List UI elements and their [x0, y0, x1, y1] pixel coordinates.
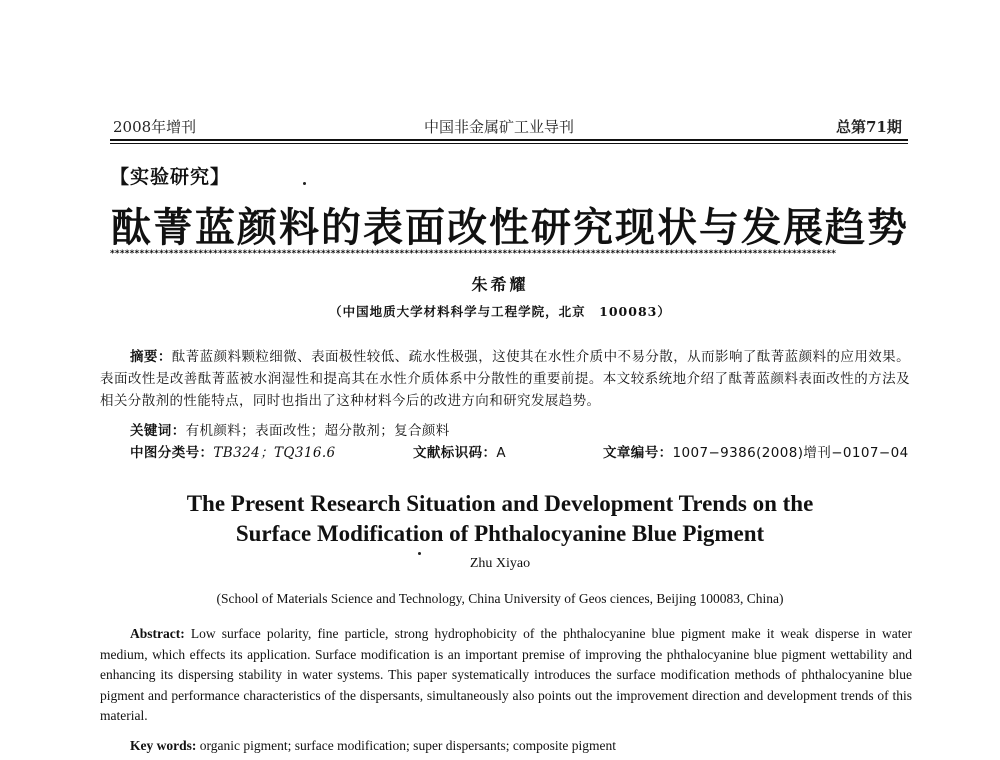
en-abstract-text: Low surface polarity, fine particle, strong hydrophobicity of the phthalocyanine blue pigment make it weak disperse in water medium, which effects its application. Surface modification is an important premise of improving the phthalocyanine blue pigment wettability and enhancing its dispersing stability in water systems. This paper systematically introduces the surface modification methods of phthalocyanine blue pigment and performance characteristics of the dispersants, simultaneously also points out the improvement direction and development trends of this material. [100, 626, 913, 723]
cn-keywords-text: 有机颜料；表面改性；超分散剂；复合颜料 [185, 423, 450, 439]
cn-keywords [130, 420, 450, 442]
cn-author: 朱希耀 [471, 275, 529, 294]
star-divider: **************************************************************************************************************************************************** [110, 249, 837, 259]
cn-class-value: TB324；TQ316.6 [213, 445, 336, 461]
en-title-line-2: Surface Modification of Phthalocyanine Blue Pigment [235, 521, 765, 546]
en-abstract-label: Abstract: [130, 626, 185, 641]
section-tag: 【实验研究】 [110, 166, 231, 188]
cn-abstract-text: 酞菁蓝颜料颗粒细微、表面极性较低、疏水性极强，这使其在水性介质中不易分散，从而影响了酞菁蓝颜料的应用效果。表面改性是改善酞菁蓝被水润湿性和提高其在水性介质体系中分散性的重要前提。本文较系统地介绍了酞菁蓝颜料表面改性的方法及相关分散剂的性能特点，同时也指出了这种材料今后的改进方向和研究发展趋势。 [100, 349, 911, 409]
running-header-issue: 2008年增刊 [113, 118, 197, 136]
en-title-line-1: The Present Research Situation and Development Trends on the [186, 491, 814, 516]
cn-article-label: 文章编号： [603, 445, 673, 461]
cn-title: 酞菁蓝颜料的表面改性研究现状与发展趋势 [111, 205, 909, 251]
header-rule-thick [110, 139, 908, 141]
cn-doc-label: 文献标识码： [413, 445, 497, 461]
scan-speck [303, 182, 306, 185]
header-rule-thin [110, 143, 908, 144]
en-title [0, 489, 1000, 549]
cn-doc-value: A [496, 445, 507, 461]
running-header-volume: 总第71期 [836, 118, 902, 136]
en-affiliation: (School of Materials Science and Technology, China University of Geos ciences, Beijing 100083, China) [216, 591, 784, 606]
en-keywords-label: Key words: [130, 738, 197, 753]
cn-abstract [100, 346, 910, 412]
cn-class-number [130, 442, 336, 464]
cn-doc-code [413, 442, 506, 464]
scan-speck [418, 552, 421, 555]
en-author: Zhu Xiyao [469, 556, 531, 571]
en-keywords [130, 736, 616, 757]
en-abstract [100, 624, 912, 727]
cn-abstract-label: 摘要： [130, 349, 172, 365]
en-keywords-text: organic pigment; surface modification; super dispersants; composite pigment [199, 738, 617, 753]
running-header-journal: 中国非金属矿工业导刊 [424, 118, 575, 136]
cn-article-value: 1007−9386(2008)增刊−0107−04 [672, 445, 909, 461]
cn-affiliation: （中国地质大学材料科学与工程学院，北京 100083） [329, 304, 671, 319]
cn-article-number [603, 442, 909, 464]
cn-class-label: 中图分类号： [130, 445, 214, 461]
cn-keywords-label: 关键词： [130, 423, 186, 439]
